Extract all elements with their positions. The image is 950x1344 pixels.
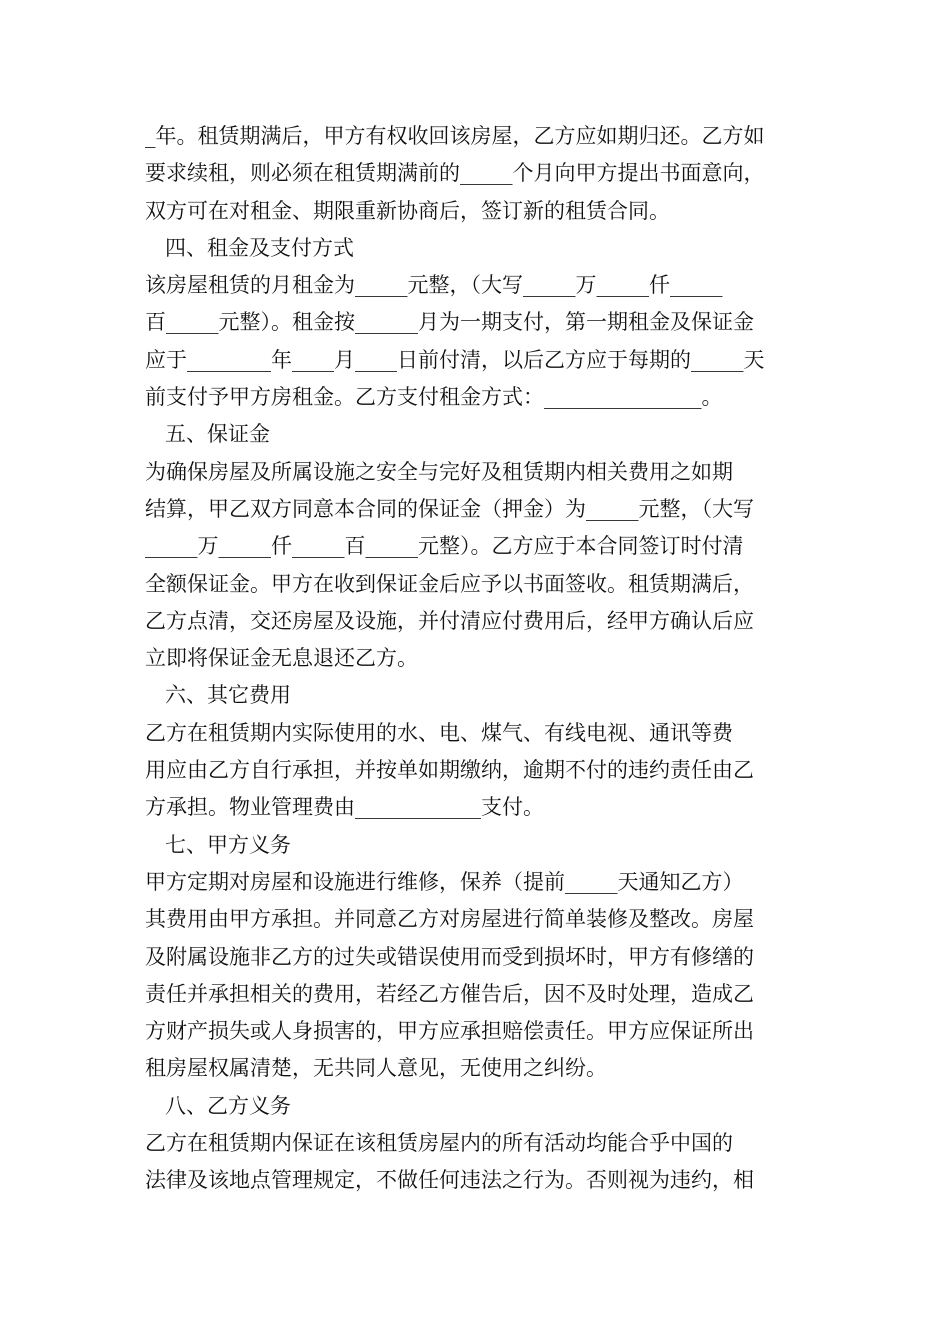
- section-heading-party-b-duties: 八、乙方义务: [165, 1093, 291, 1118]
- text-line: 乙方在租赁期内实际使用的水、电、煤气、有线电视、通讯等费: [145, 720, 733, 745]
- text-line: 为确保房屋及所属设施之安全与完好及租赁期内相关费用之如期: [145, 459, 733, 484]
- text-line: 责任并承担相关的费用，若经乙方催告后，因不及时处理，造成乙: [145, 981, 754, 1006]
- contract-text: [145, 118, 807, 1200]
- text-line: 法律及该地点管理规定，不做任何违法之行为。否则视为违约，相: [145, 1168, 754, 1193]
- section-heading-deposit: 五、保证金: [165, 422, 270, 447]
- text-line: 甲方定期对房屋和设施进行维修，保养（提前_____天通知乙方）: [145, 869, 744, 894]
- text-line: 双方可在对租金、期限重新协商后，签订新的租赁合同。: [145, 198, 670, 223]
- section-heading-rent: 四、租金及支付方式: [165, 235, 354, 260]
- text-line: 全额保证金。甲方在收到保证金后应予以书面签收。租赁期满后，: [145, 571, 754, 596]
- text-line: 该房屋租赁的月租金为_____元整，（大写_____万_____仟_____: [145, 273, 723, 298]
- text-line: 要求续租，则必须在租赁期满前的_____个月向甲方提出书面意向，: [145, 161, 765, 186]
- text-line: 应于________年____月____日前付清，以后乙方应于每期的_____天: [145, 347, 765, 372]
- text-line: 结算，甲乙双方同意本合同的保证金（押金）为_____元整，（大写: [145, 496, 754, 521]
- text-line: 用应由乙方自行承担，并按单如期缴纳，逾期不付的违约责任由乙: [145, 758, 754, 783]
- section-heading-other-fees: 六、其它费用: [165, 683, 291, 708]
- text-line: 乙方在租赁期内保证在该租赁房屋内的所有活动均能合乎中国的: [145, 1131, 733, 1156]
- text-line: _年。租赁期满后，甲方有权收回该房屋，乙方应如期归还。乙方如: [145, 124, 765, 148]
- text-line: 方财产损失或人身损害的，甲方应承担赔偿责任。甲方应保证所出: [145, 1019, 754, 1044]
- text-line: _____万_____仟_____百_____元整）。乙方应于本合同签订时付清: [145, 534, 744, 559]
- text-line: 前支付予甲方房租金。乙方支付租金方式：_______________。: [145, 385, 723, 410]
- text-line: 百_____元整）。租金按______月为一期支付，第一期租金及保证金: [145, 310, 754, 335]
- text-line: 租房屋权属清楚，无共同人意见，无使用之纠纷。: [145, 1056, 607, 1081]
- text-line: 其费用由甲方承担。并同意乙方对房屋进行简单装修及整改。房屋: [145, 907, 754, 932]
- section-heading-party-a-duties: 七、甲方义务: [165, 832, 291, 857]
- text-line: 立即将保证金无息退还乙方。: [145, 646, 418, 671]
- text-line: 及附属设施非乙方的过失或错误使用而受到损坏时，甲方有修缮的: [145, 944, 754, 969]
- text-line: 乙方点清，交还房屋及设施，并付清应付费用后，经甲方确认后应: [145, 608, 754, 633]
- text-line: 方承担。物业管理费由____________支付。: [145, 795, 544, 820]
